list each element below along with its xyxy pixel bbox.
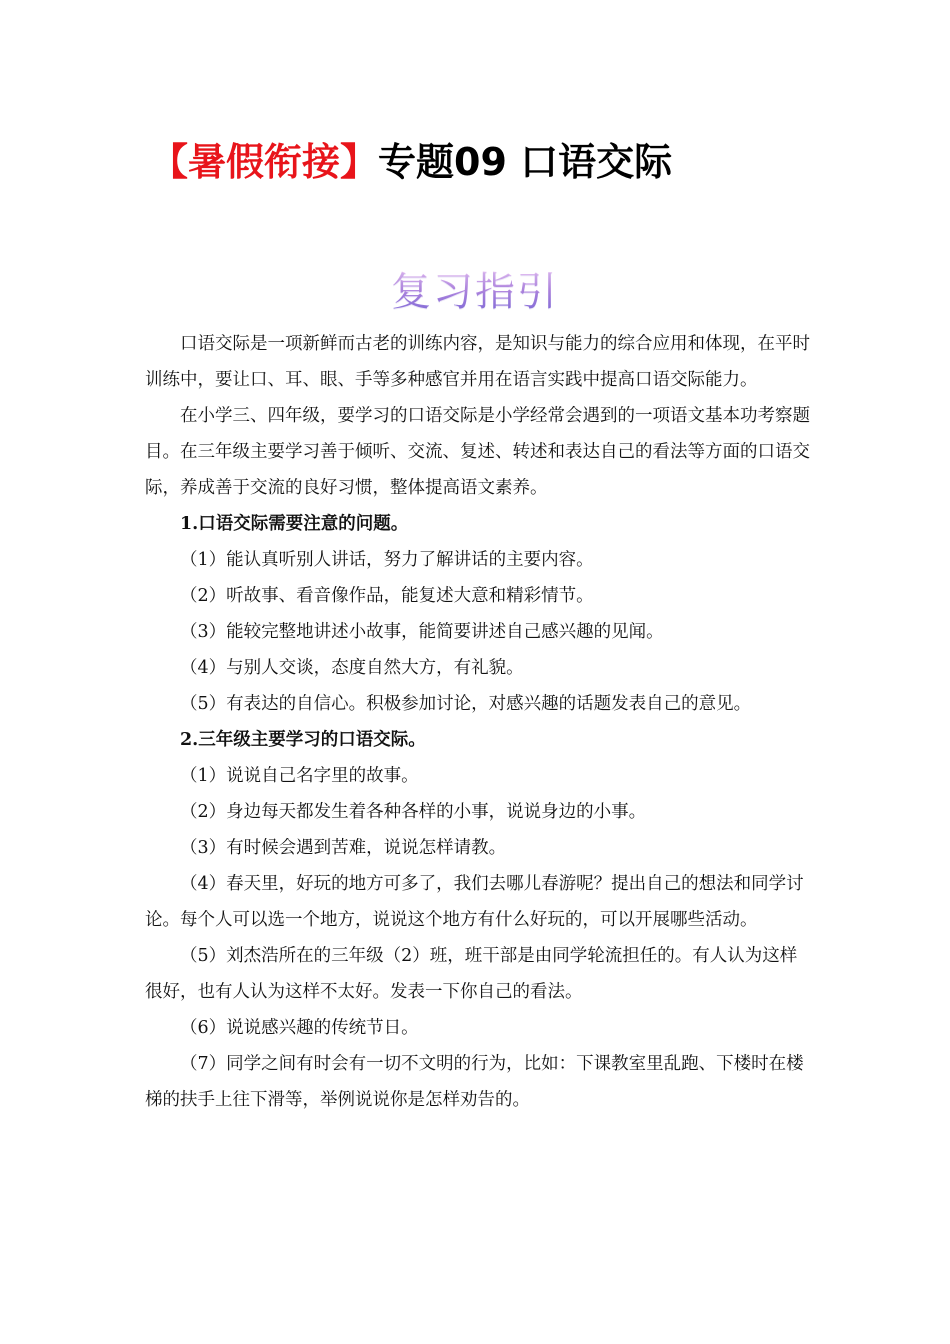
list-1-item: （4）与别人交谈，态度自然大方，有礼貌。 (180, 658, 524, 678)
list-2-item: （1）说说自己名字里的故事。 (180, 766, 419, 786)
list-2-item: （7）同学之间有时会有一切不文明的行为，比如：下课教室里乱跑、下楼时在楼梯的扶手上往下滑等，举例说说你是怎样劝告的。 (145, 1054, 804, 1110)
title-bracket-close: 】 (340, 140, 379, 184)
list-1-item: （1）能认真听别人讲话，努力了解讲话的主要内容。 (180, 550, 594, 570)
section-heading-text: 复习指引 (391, 269, 559, 315)
list-1-item: （3）能较完整地讲述小故事，能简要讲述自己感兴趣的见闻。 (180, 622, 664, 642)
list-heading-2: 2.三年级主要学习的口语交际。 (180, 730, 426, 750)
list-2-item: （2）身边每天都发生着各种各样的小事，说说身边的小事。 (180, 802, 647, 822)
list-2-item: （5）刘杰浩所在的三年级（2）班，班干部是由同学轮流担任的。有人认为这样很好，也有人认为这样不太好。发表一下你自己的看法。 (145, 946, 798, 1002)
document-title (150, 132, 850, 192)
list-2-item: （4）春天里，好玩的地方可多了，我们去哪儿春游呢？提出自己的想法和同学讨论。每个人可以选一个地方，说说这个地方有什么好玩的，可以开展哪些活动。 (145, 874, 804, 930)
title-bracket-text: 暑假衔接 (188, 140, 341, 184)
intro-paragraph-2: 在小学三、四年级，要学习的口语交际是小学经常会遇到的一项语文基本功考察题目。在三年级主要学习善于倾听、交流、复述、转述和表达自己的看法等方面的口语交际，养成善于交流的良好习惯，整体提高语文素养。 (145, 406, 810, 498)
section-heading (0, 262, 950, 322)
title-rest: 专题09 口语交际 (378, 140, 673, 184)
list-1-item: （2）听故事、看音像作品，能复述大意和精彩情节。 (180, 586, 594, 606)
document-body (145, 326, 811, 1118)
list-1-item: （5）有表达的自信心。积极参加讨论，对感兴趣的话题发表自己的意见。 (180, 694, 752, 714)
title-bracket-open: 【 (150, 140, 189, 184)
list-2-item: （3）有时候会遇到苦难，说说怎样请教。 (180, 838, 507, 858)
list-2-item: （6）说说感兴趣的传统节日。 (180, 1018, 419, 1038)
list-heading-1: 1.口语交际需要注意的问题。 (180, 514, 409, 534)
intro-paragraph-1: 口语交际是一项新鲜而古老的训练内容，是知识与能力的综合应用和体现，在平时训练中，要让口、耳、眼、手等多种感官并用在语言实践中提高口语交际能力。 (145, 334, 810, 390)
